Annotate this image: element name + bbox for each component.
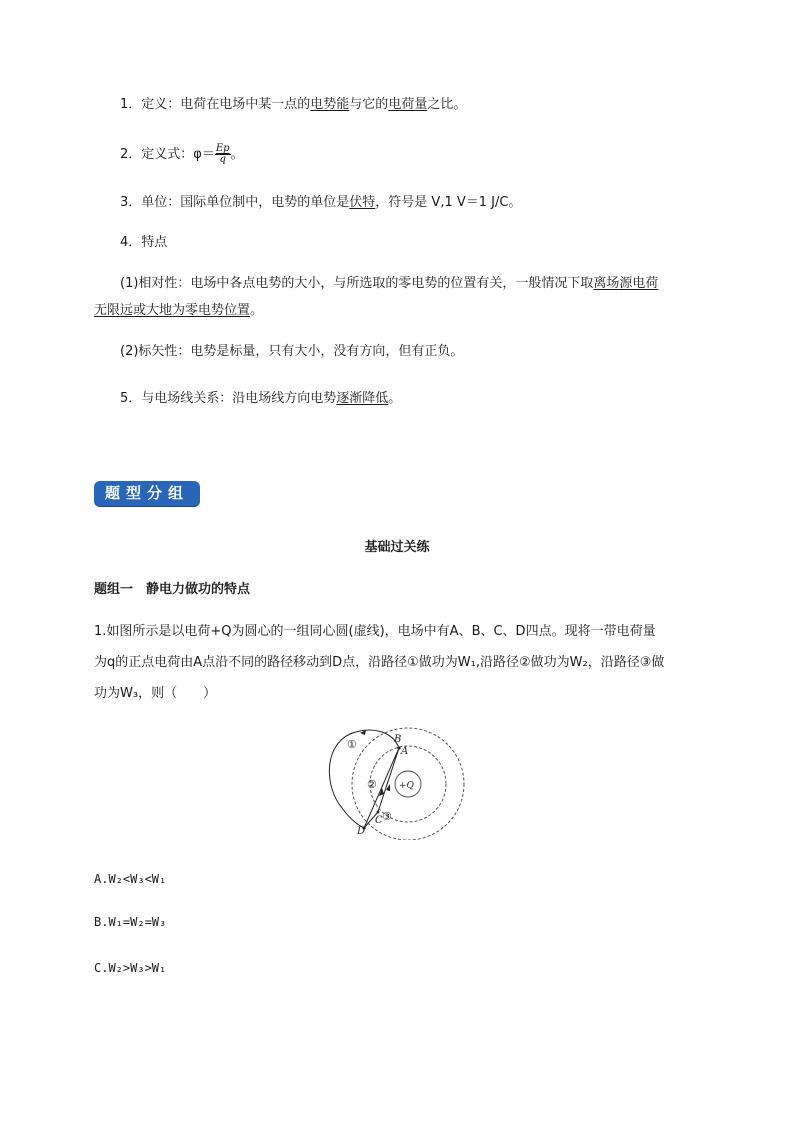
definition-text: 3．单位：国际单位制中，电势的单位是 xyxy=(120,195,350,210)
option-b[interactable]: B.W₁=W₂=W₃ xyxy=(94,915,167,929)
definition-text: 1．定义：电荷在电场中某一点的 xyxy=(120,97,311,112)
underlined-term: 电荷量 xyxy=(388,97,428,112)
definition-text: 。 xyxy=(250,303,264,318)
label-a: A xyxy=(401,746,409,757)
underlined-term: 电势能 xyxy=(310,97,350,112)
definition-item-1 xyxy=(120,96,466,114)
underlined-term: 离场源电荷 xyxy=(593,276,659,291)
group-title: 题组一 静电力做功的特点 xyxy=(94,582,251,597)
label-b: B xyxy=(394,734,402,745)
underlined-term: 或大地为零电势位置 xyxy=(133,303,251,318)
definition-item-3 xyxy=(120,194,521,212)
label-d: D xyxy=(357,826,366,837)
question-line-1: 1.如图所示是以电荷+Q为圆心的一组同心圆(虚线)，电场中有A、B、C、D四点。现将一带电荷量 xyxy=(94,624,656,639)
formula-label: 2．定义式：φ＝ xyxy=(120,147,215,162)
point-c-dot xyxy=(377,811,380,814)
fraction-denominator: q xyxy=(219,154,226,165)
definition-item-2 xyxy=(120,144,244,165)
section-badge: 题型分组 xyxy=(94,481,200,506)
fraction-numerator: Ep xyxy=(215,143,230,154)
definition-text: (1)相对性：电场中各点电势的大小，与所选取的零电势的位置有关，一般情况下取 xyxy=(120,276,594,291)
definition-item-4-1-cont xyxy=(94,302,263,320)
definition-item-4-2: (2)标矢性：电势是标量，只有大小，没有方向，但有正负。 xyxy=(120,344,464,359)
label-path-1: ① xyxy=(347,738,357,751)
option-a[interactable]: A.W₂<W₃<W₁ xyxy=(94,872,167,886)
underlined-term: 无限远 xyxy=(94,303,134,318)
definition-item-4: 4．特点 xyxy=(120,235,168,250)
question-line-3: 功为W₃，则（ ） xyxy=(94,686,217,701)
label-charge: +Q xyxy=(399,781,414,791)
definition-text: 5．与电场线关系：沿电场线方向电势 xyxy=(120,391,337,406)
definition-text: 。 xyxy=(388,391,402,406)
option-c[interactable]: C.W₂>W₃>W₁ xyxy=(94,961,167,975)
definition-item-5 xyxy=(120,390,401,408)
label-c: C xyxy=(375,815,383,826)
question-line-2: 为q的正点电荷由A点沿不同的路径移动到D点，沿路径①做功为W₁,沿路径②做功为W₂，沿路径③做 xyxy=(94,655,665,670)
definition-text: 之比。 xyxy=(427,97,467,112)
label-path-2: ② xyxy=(367,778,377,791)
underlined-term: 伏特 xyxy=(349,195,376,210)
underlined-term: 逐渐降低 xyxy=(336,391,389,406)
definition-item-4-1 xyxy=(120,275,658,293)
exercise-title: 基础过关练 xyxy=(364,540,430,555)
formula-end: 。 xyxy=(230,147,244,162)
definition-text: 与它的 xyxy=(349,97,389,112)
label-path-3: ③ xyxy=(382,810,392,823)
concentric-circles-figure xyxy=(320,724,470,840)
formula-fraction xyxy=(215,144,231,165)
definition-text: ，符号是 V,1 V＝1 J/C。 xyxy=(375,195,522,210)
